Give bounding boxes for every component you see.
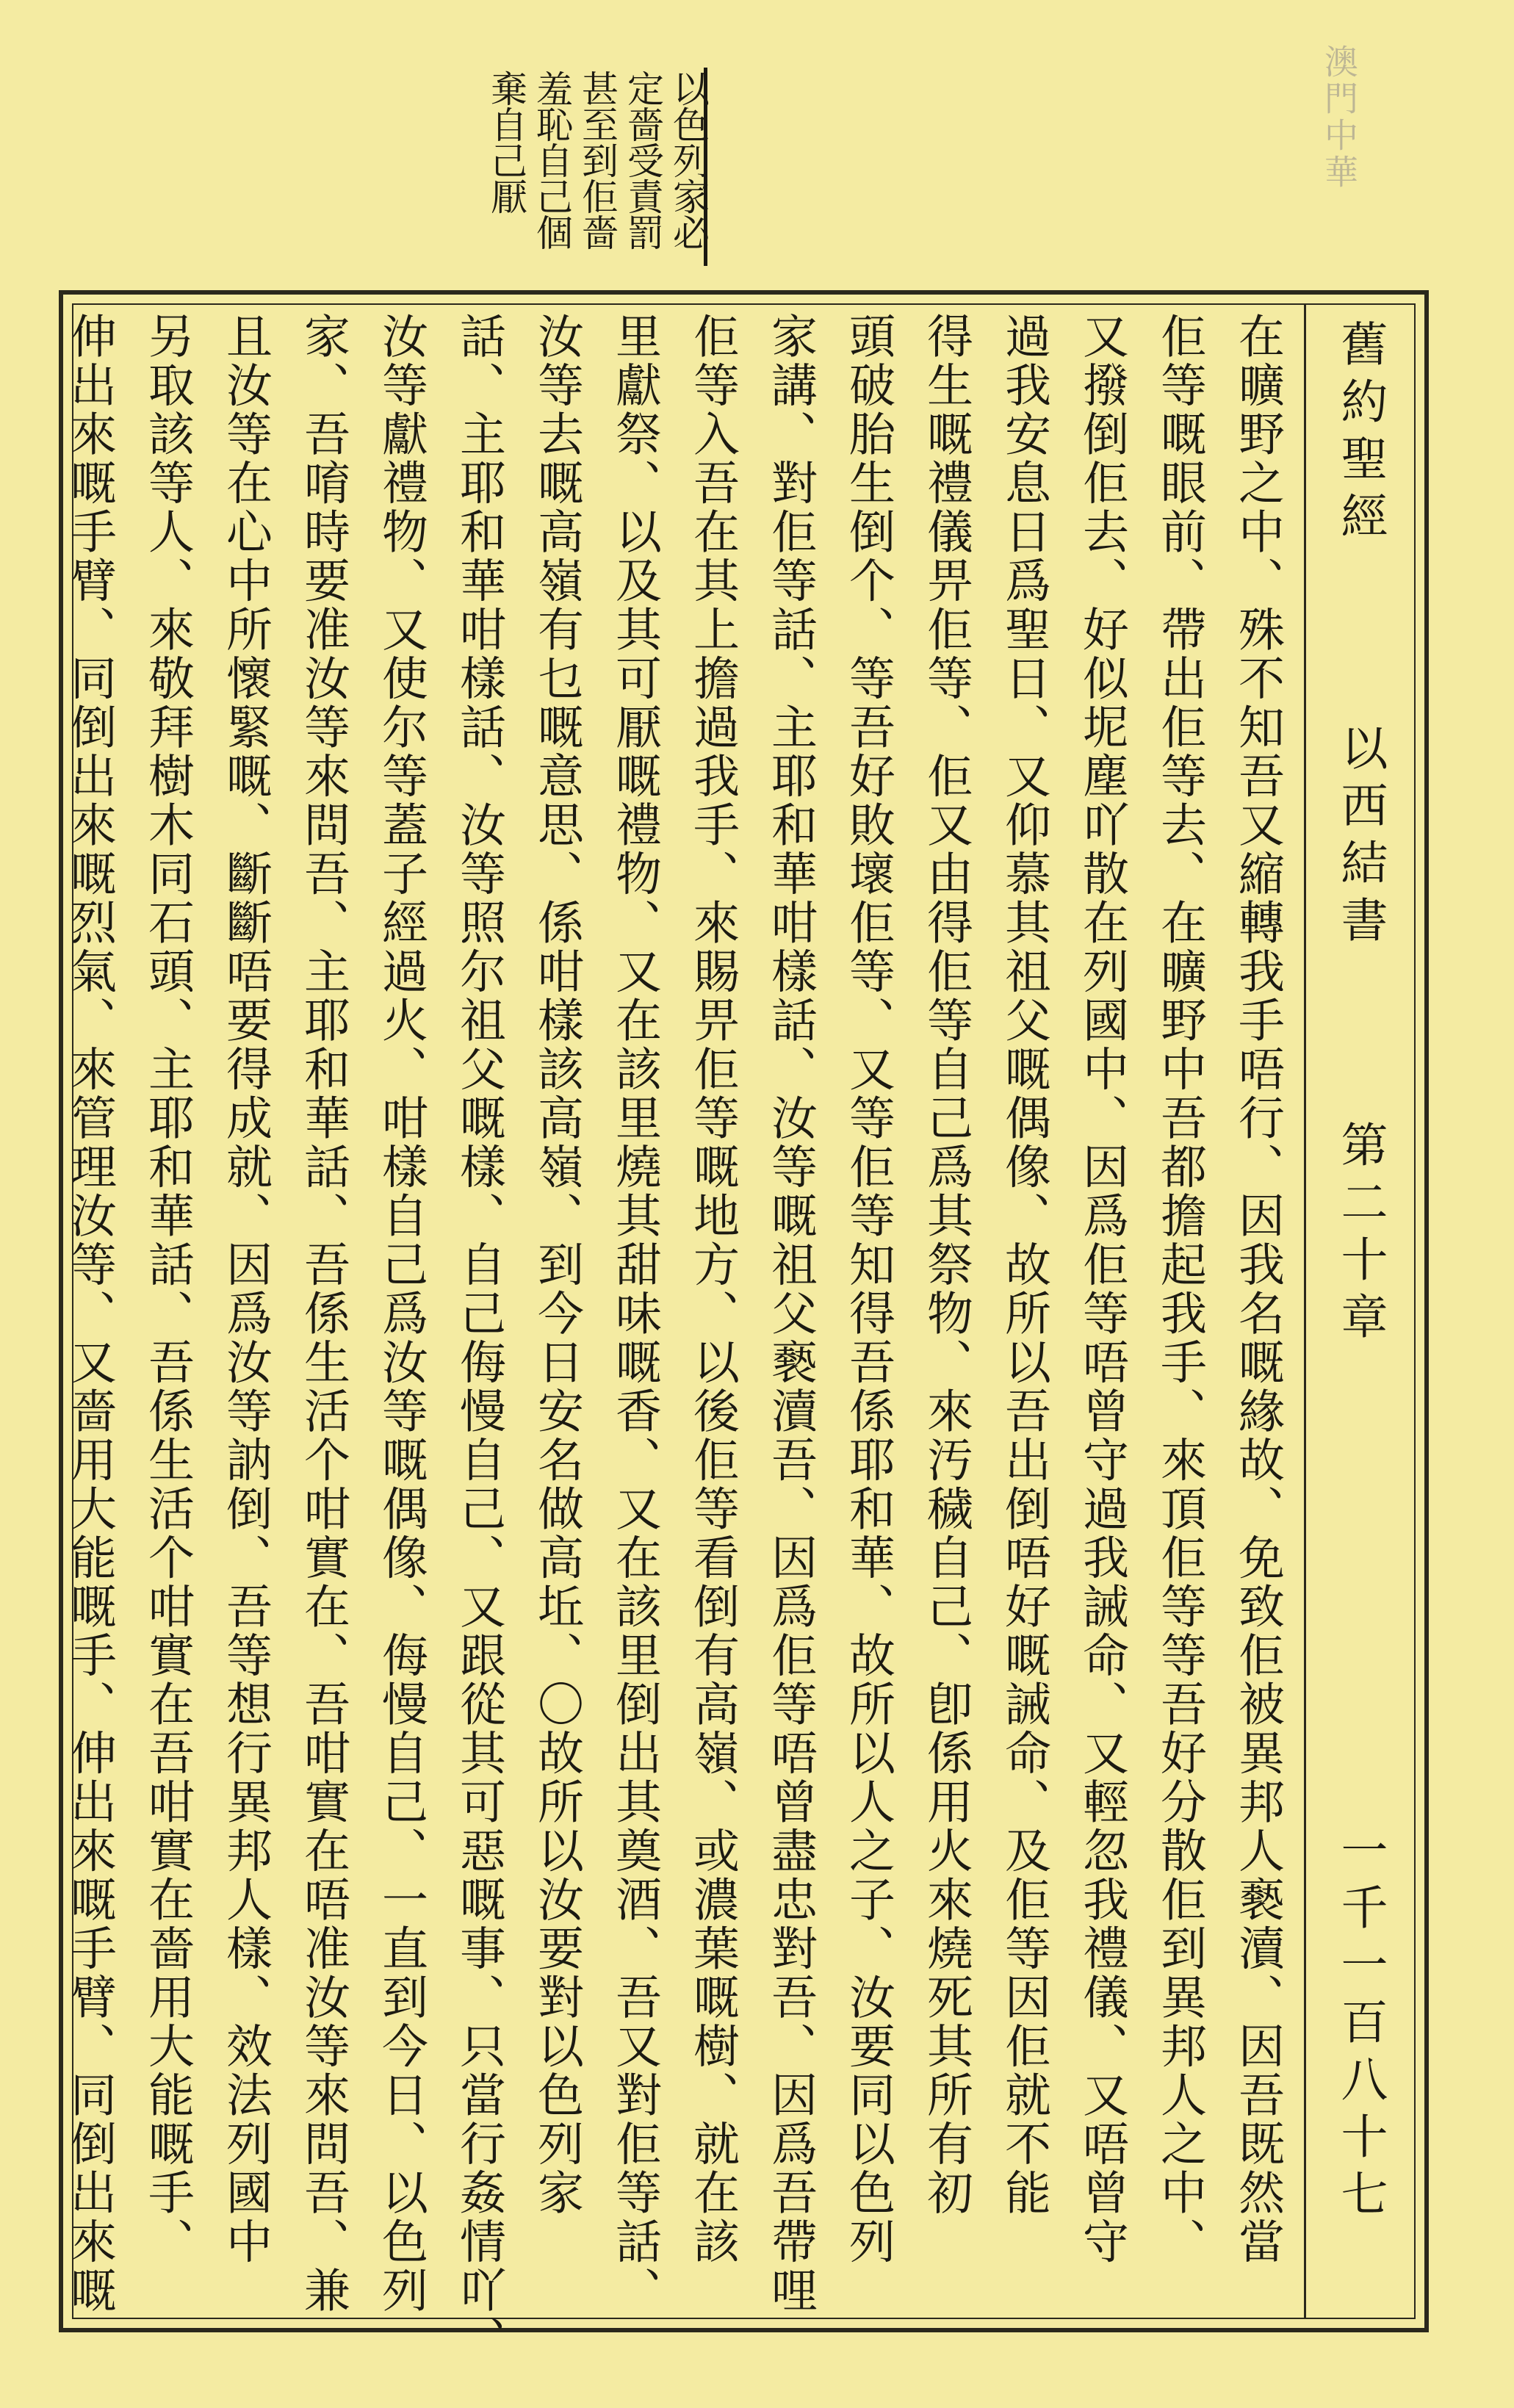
margin-note-line: 甚至到佢嗇 — [576, 70, 619, 250]
library-stamp: 澳門中華 — [1319, 44, 1359, 191]
margin-note-line: 羞恥自己個 — [530, 70, 573, 250]
chapter-label: 第二十章 — [1333, 1120, 1388, 1349]
margin-note-line: 定嗇受責罰 — [621, 70, 664, 250]
running-header — [1304, 305, 1414, 2318]
book-title: 舊約聖經 — [1333, 320, 1388, 549]
scripture-text: 在曠野之中、殊不知吾又縮轉我手唔行、因我名嘅緣故、免致佢被異邦人褻瀆、因吾既然當 佢等嘅眼前、帶出佢等去、在曠野中吾都擔起我手、來頂佢等等吾好分散佢到異邦人之中、 又撥倒佢去、好似坭塵吖散在列國中、因爲佢等唔曾守過我誡命、又輕忽我禮儀、又唔曾守 過我安息日爲聖日、又仰慕其祖父嘅偶像、故所以吾出倒唔好嘅誡命、及佢等因佢就不能 得生嘅禮儀畀佢等、佢又由得佢等自己爲其祭物、來汚穢自己、卽係用火來燒死其所有初 頭破胎生倒个、等吾好敗壞佢等、又等佢等知得吾係耶和華、故所以人之子、汝要同以色列 家講、對佢等話、主耶和華咁樣話、汝等嘅祖父褻瀆吾、因爲佢等唔曾盡忠對吾、因爲吾帶哩 佢等入吾在其上擔過我手、來賜畀佢等嘅地方、以後佢等看倒有高嶺、或濃葉嘅樹、就在該 里獻祭、以及其可厭嘅禮物、又在該里燒其甜味嘅香、又在該里倒出其奠酒、吾又對佢等話、 汝等去嘅高嶺有乜嘅意思、係咁樣該高嶺、到今日安名做高坵、〇故所以汝要對以色列家 話、主耶和華咁樣話、汝等照尔祖父嘅樣、自己侮慢自己、又跟從其可惡嘅事、只當行姦情吖、 汝等獻禮物、又使尔等蓋子經過火、咁樣自己爲汝等嘅偶像、侮慢自己、一直到今日、以色列 家、吾唷時要准汝等來問吾、主耶和華話、吾係生活个咁實在、吾咁實在唔准汝等來問吾、兼 且汝等在心中所懷緊嘅、斷斷唔要得成就、因爲汝等訥倒、吾等想行異邦人樣、效法列國中 另取該等人、來敬拜樹木同石頭、主耶和華話、吾係生活个咁實在吾咁實在嗇用大能嘅手、 伸出來嘅手臂、同倒出來嘅烈氣、來管理汝等、又嗇用大能嘅手、伸出來嘅手臂、同倒出來嘅 — [63, 312, 1285, 2364]
margin-note-line: 棄自己厭 — [485, 70, 527, 214]
page-frame-inner — [63, 303, 1416, 2364]
page-number: 一千一百八十七 — [1333, 1825, 1388, 2227]
margin-note — [481, 70, 709, 275]
margin-note-line: 以色列家必 — [667, 70, 710, 250]
book-name: 以西結書 — [1333, 724, 1388, 953]
page-frame — [59, 290, 1429, 2364]
